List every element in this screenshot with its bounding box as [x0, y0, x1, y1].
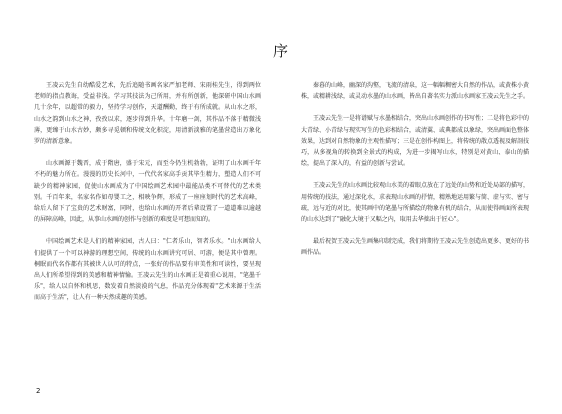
body-paragraph: 秦暮的山峰，幽深的沟壑，飞流的清泉，这一幅幅稠密大自然的作品，或黄株小黄株，或精耕浅绿，或灵动水墨的山水画，皆出自著名实力派山水画家王凌云先生之手。: [301, 82, 530, 101]
right-text-column: [301, 80, 529, 270]
left-text-column: [34, 80, 261, 315]
body-paragraph: 最后祝贺王凌云先生画集印制完成，我们将期待王凌云先生创造出更多、更好的书画作品。: [301, 238, 530, 257]
body-paragraph: 山水画源于魏晋，成于隋唐，盛于宋元，而至今仍生机勃勃，证明了山水画千年不朽的魅力所在。漫漫的历史长河中，一代代名家高手贡其毕生精力，塑造人们不可缺少的精神家园，促使山水画成为了中国绘画艺术园中最能品类不可替代的艺术类别。千百年来，名家名作如母婴工之，相映争辉，形成了一座座划时代的艺术高峰，给后人留下了宝贵的艺术财富，同时，也给山水画的开者后辈设置了一道道难以逾越的屏障高峰，因此，从事山水画的创作与创新的难度是可想而知的。: [34, 160, 261, 224]
body-paragraph: 王凌云先生自幼酷爱艺术，先后追随书画名家严加老师、宋雨桂先生，得到两位老师的指点教诲，受益非浅。学习其技法为己所用，并有所创新，他深研中国山水画几十余年，以超常的毅力，坚持学习创作，天道酬勤，终于有所成就。从山水之形，山水之韵到山水之神，孜孜以求，逐步得到升华。十年磨一剑，其作品不落于精微浅薄，更臻于山水古妙，颇多寻觅顿和传统文化积淀，用清新淡雅的笔墨营造出万象化罗的清新意象。: [34, 82, 261, 146]
page-title: 序: [272, 42, 289, 60]
page-number: 2: [36, 387, 41, 395]
body-paragraph: 中国绘画艺术是人们的精神家园，古人曰："仁者乐山，智者乐水。"山水画给人们提供了一个可以神游的理想空间，传统的山水画讲究可居、可游，便是其中曾理。桐眠而代名作都有其被世人认可的特点，一张好的作品要有审美性和可读性，要呈现出人们所希望得到的美感和精神情愉。王凌云先生的山水画正是着重心说用，"笔墨千乐"，给人以自怀和机思，数发着自然淡漠的气息，作品充分体现着"艺术来源于生活而高于生活"，让人有一种天然成趣的美感。: [34, 238, 261, 302]
body-paragraph: 王凌云先生的山水画比较观山水美的着眼点放在了远处的山势和近处局部的描写，用传统的技法，通过深化水，求表现山水画的抒情，精熟地运用繁与简、虚与实、密与疏，远与近的对比，使其画中的笔墨与所描绘的物象有机的结合，从而使得画面所表现的山水达到了"融化大境于又幅之内，取用去华拙出于匠心"。: [301, 182, 530, 224]
body-paragraph: 王凌云先生一是将谱赋与水墨相结合，突出山水画创作的书写性；二是将色彩中的大青绿、小青绿与现实写生的色彩相结合，或清翼、或典都成以象绿，突出画面色整体效果，达到对自然物象的主观性描写；三是在创作构图上，将传统的散点透视及解剖技巧，从多视角的转换到全景式的构成，为进一步揭写山水，特别是对黄山、泰山的描绘，提出了深入的，有益的创新与尝试。: [301, 115, 530, 168]
